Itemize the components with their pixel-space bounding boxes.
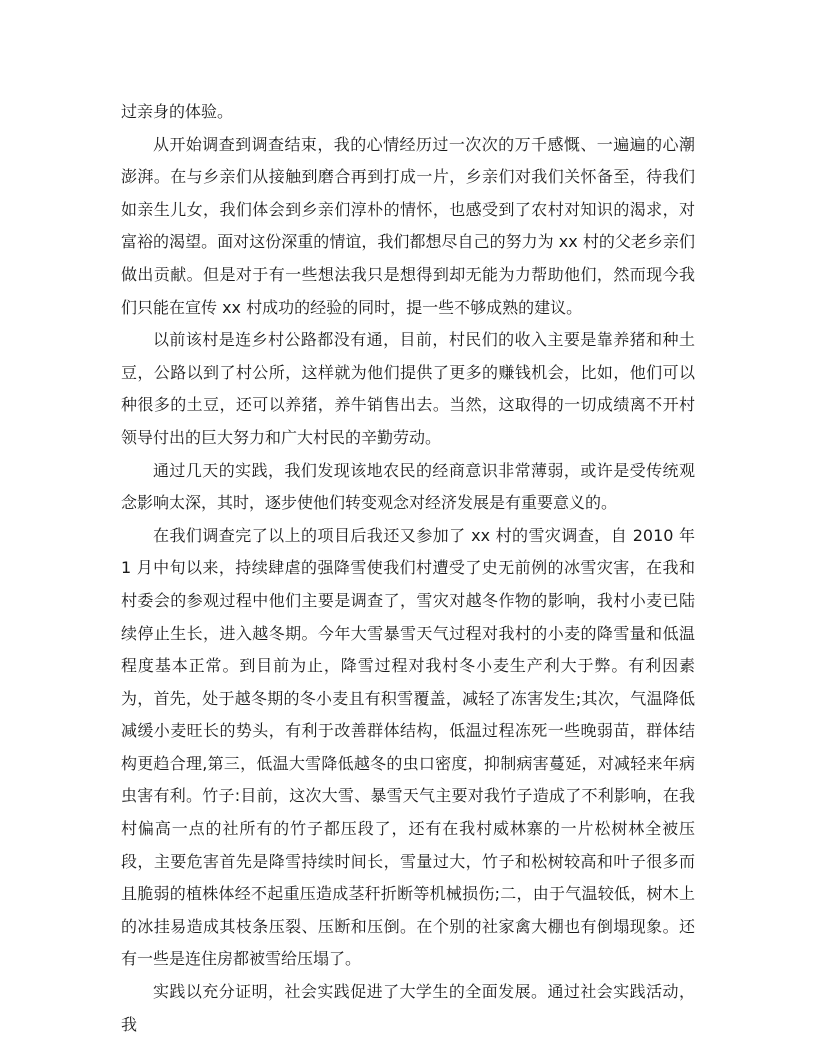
document-body [121,96,695,1041]
paragraph-continued: 过亲身的体验。 [121,102,234,121]
paragraph-snow-disaster: 在我们调查完了以上的项目后我还又参加了 xx 村的雪灾调查，自 2010 年 1 月中旬以来，持续肆虐的强降雪使我们村遭受了史无前例的冰雪灾害，在我和村委会的参观过程中他们主要是调查了，雪灾对越冬作物的影响，我村小麦已陆续停止生长，进入越冬期。今年大雪暴雪天气过程对我村的小麦的降雪量和低温程度基本正常。到目前为止，降雪过程对我村冬小麦生产利大于弊。有利因素为，首先，处于越冬期的冬小麦且有积雪覆盖，减轻了冻害发生;其次，气温降低减缓小麦旺长的势头，有利于改善群体结构，低温过程冻死一些晚弱苗，群体结构更趋合理,第三，低温大雪降低越冬的虫口密度，抑制病害蔓延，对减轻来年病虫害有利。竹子:目前，这次大雪、暴雪天气主要对我竹子造成了不利影响，在我村偏高一点的社所有的竹子都压段了，还有在我村威林寨的一片松树林全被压段，主要危害首先是降雪持续时间长，雪量过大，竹子和松树较高和叶子很多而且脆弱的植株体经不起重压造成茎秆折断等机械损伤;二，由于气温较低，树木上的冰挂易造成其枝条压裂、压断和压倒。在个别的社家禽大棚也有倒塌现象。还有一些是连住房都被雪给压塌了。 [121,525,695,969]
paragraph-business-awareness: 通过几天的实践，我们发现该地农民的经商意识非常薄弱，或许是受传统观念影响太深，其时，逐步使他们转变观念对经济发展是有重要意义的。 [121,460,695,513]
paragraph-survey-feelings: 从开始调查到调查结束，我的心情经历过一次次的万千感慨、一遍遍的心潮澎湃。在与乡亲们从接触到磨合再到打成一片，乡亲们对我们关怀备至，待我们如亲生儿女，我们体会到乡亲们淳朴的情怀，也感受到了农村对知识的渴求，对富裕的渴望。面对这份深重的情谊，我们都想尽自己的努力为 xx 村的父老乡亲们做出贡献。但是对于有一些想法我只是想得到却无能为力帮助他们，然而现今我们只能在宣传 xx 村成功的经验的同时，提一些不够成熟的建议。 [121,134,695,317]
paragraph-practice-conclusion: 实践以充分证明，社会实践促进了大学生的全面发展。通过社会实践活动，我 [121,982,695,1034]
paragraph-village-income: 以前该村是连乡村公路都没有通，目前，村民们的收入主要是靠养猪和种土豆，公路以到了村公所，这样就为他们提供了更多的赚钱机会，比如，他们可以种很多的土豆，还可以养猪，养牛销售出去。当然，这取得的一切成绩离不开村领导付出的巨大努力和广大村民的辛勤劳动。 [121,330,695,447]
